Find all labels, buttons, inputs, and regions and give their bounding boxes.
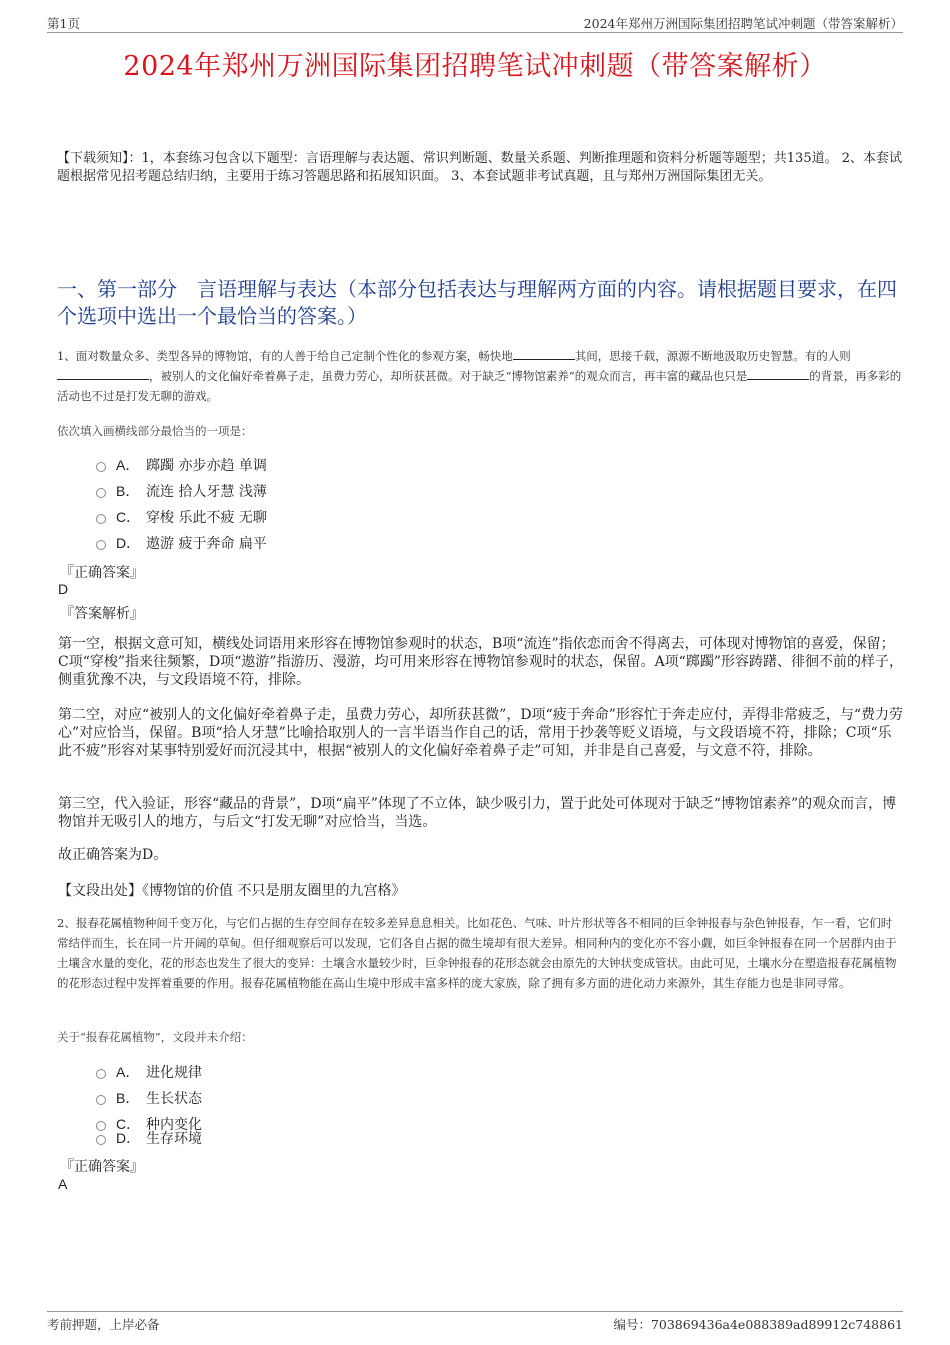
analysis-paragraph-3: 第三空，代入验证，形容“藏品的背景”，D项“扁平”体现了不立体，缺少吸引力，置于此处可体现对于缺乏“博物馆素养”的观众而言，博物馆并无吸引人的地方，与后文“打发无聊”对应恰当，当选。	[58, 796, 897, 830]
question-1-text-part-c: ，被别人的文化偏好牵着鼻子走，虽费力劳心，却所获甚微。对于缺乏“博物馆素养”的观众而言，再丰富的藏品也只是	[149, 369, 748, 383]
question-1-answer: D	[58, 581, 69, 597]
page-number: 第1页	[47, 16, 80, 31]
page-header	[47, 12, 903, 33]
radio-icon[interactable]	[96, 488, 106, 498]
footer-code: 编号：703869436a4e088389ad89912c748861	[613, 1317, 903, 1332]
fill-blank-2	[57, 367, 149, 380]
radio-icon[interactable]	[96, 514, 106, 524]
question-2-option-c[interactable]: C． 种内变化	[96, 1113, 202, 1135]
radio-icon[interactable]	[96, 1095, 106, 1105]
fill-blank-3	[747, 367, 809, 380]
question-1-answer-label: 『正确答案』	[60, 565, 144, 581]
question-2-option-a[interactable]: A． 进化规律	[96, 1061, 202, 1083]
fill-blank-1	[513, 347, 575, 360]
question-2-answer: A	[58, 1176, 68, 1192]
question-2-prompt: 关于“报春花属植物”，文段并未介绍：	[57, 1030, 253, 1044]
text-source: 【文段出处】《博物馆的价值 不只是朋友圈里的九宫格》	[58, 883, 406, 899]
question-1-analysis-label: 『答案解析』	[60, 606, 144, 622]
question-2-text: 2、报春花属植物种间千变万化，与它们占据的生存空间存在较多差异息息相关。比如花色、气味、叶片形状等各不相同的巨伞钟报春与杂色钟报春，乍一看，它们时常结伴而生，长在同一片开阔的草甸。但仔细观察后可以发现，它们各自占据的微生境却有很大差异。相同种内的变化亦不容小觑，如巨伞钟报春在同一个居群内由于土壤含水量的变化，花的形态也发生了很大的变异：土壤含水量较少时，巨伞钟报春的花形态就会由原先的大钟状变成管状。由此可见，土壤水分在塑造报春花属植物的花形态过程中发挥着重要的作用。报春花属植物能在高山生境中形成丰富多样的庞大家族，除了拥有多方面的进化动力来源外，其生存能力也是非同寻常。	[57, 916, 897, 990]
question-2-answer-label: 『正确答案』	[60, 1159, 144, 1175]
analysis-paragraph-2: 第二空，对应“被别人的文化偏好牵着鼻子走，虽费力劳心，却所获甚微”，D项“疲于奔命”形容忙于奔走应付，弄得非常疲乏，与“费力劳心”对应恰当，保留。B项“拾人牙慧”比喻拾取别人的一言半语当作自己的话，常用于抄袭等贬义语境，与文段语境不符，排除；C项“乐此不疲”形容对某事特别爱好而沉浸其中，根据“被别人的文化偏好牵着鼻子走”可知，并非是自己喜爱，与文意不符，排除。	[58, 707, 904, 759]
question-1-text-part-a: 1、面对数量众多、类型各异的博物馆，有的人善于给自己定制个性化的参观方案，畅快地	[57, 349, 513, 363]
question-1-option-c[interactable]: C． 穿梭 乐此不疲 无聊	[96, 506, 267, 528]
footer-slogan: 考前押题，上岸必备	[47, 1317, 160, 1332]
question-1-option-a[interactable]: A． 踯躅 亦步亦趋 单调	[96, 454, 267, 476]
page-footer	[47, 1311, 903, 1336]
question-1-text-part-b: 其间，思接千载，源源不断地汲取历史智慧。有的人则	[574, 349, 851, 363]
question-1-text	[57, 346, 903, 406]
radio-icon[interactable]	[96, 462, 106, 472]
radio-icon[interactable]	[96, 1069, 106, 1079]
download-notice: 【下载须知】：1，本套练习包含以下题型：言语理解与表达题、常识判断题、数量关系题、判断推理题和资料分析题等题型；共135道。 2、本套试题根据常见招考题总结归纳，主要用于练习答题思路和拓展知识面。 3、本套试题非考试真题，且与郑州万洲国际集团无关。	[57, 151, 902, 184]
question-1-option-d[interactable]: D． 遨游 疲于奔命 扁平	[96, 532, 267, 554]
question-1-text-part-d: 的背景，再多彩的活动也不过是打发无聊的游戏。	[57, 369, 902, 403]
analysis-paragraph-1: 第一空，根据文意可知，横线处词语用来形容在博物馆参观时的状态，B项“流连”指依恋而舍不得离去，可体现对博物馆的喜爱，保留；C项“穿梭”指来往频繁，D项“遨游”指游历、漫游，均可用来形容在博物馆参观时的状态，保留。A项“踯躅”形容踌躇、徘徊不前的样子，侧重犹豫不决，与文段语境不符，排除。	[58, 636, 903, 688]
section-heading: 一、第一部分 言语理解与表达（本部分包括表达与理解两方面的内容。请根据题目要求，在四个选项中选出一个最恰当的答案。）	[57, 277, 897, 328]
question-2-option-d[interactable]: D． 生存环境	[96, 1127, 202, 1149]
radio-icon[interactable]	[96, 540, 106, 550]
page-title: 2024年郑州万洲国际集团招聘笔试冲刺题（带答案解析）	[123, 51, 827, 82]
analysis-conclusion: 故正确答案为D。	[58, 847, 168, 863]
header-doc-title: 2024年郑州万洲国际集团招聘笔试冲刺题（带答案解析）	[583, 16, 903, 31]
question-1-option-b[interactable]: B． 流连 拾人牙慧 浅薄	[96, 480, 267, 502]
radio-icon[interactable]	[96, 1135, 106, 1145]
question-1-prompt: 依次填入画横线部分最恰当的一项是：	[57, 424, 253, 438]
question-2-option-b[interactable]: B． 生长状态	[96, 1087, 202, 1109]
